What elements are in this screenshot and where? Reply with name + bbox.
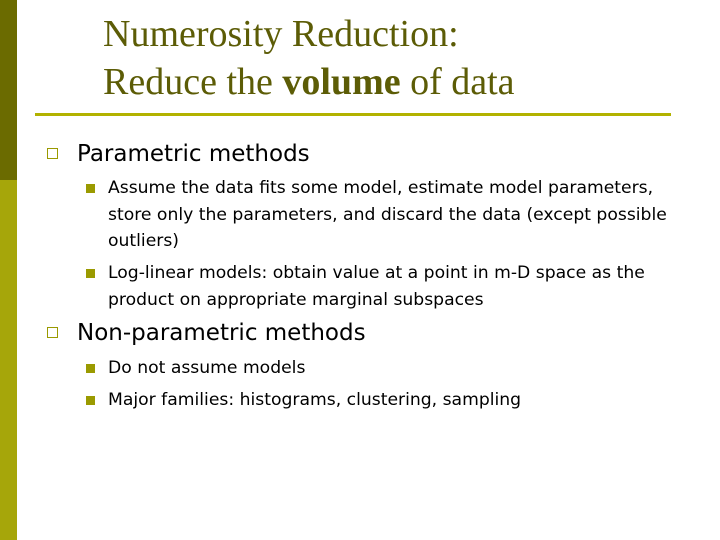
square-bullet-icon: [47, 327, 58, 338]
bullet-non-parametric: Non-parametric methods: [77, 320, 366, 346]
filled-square-bullet-icon: [86, 269, 95, 278]
sidebar-accent-bottom: [0, 180, 17, 540]
title-line-2: [103, 58, 703, 106]
bullet-parametric: Parametric methods: [77, 141, 310, 167]
sub-bullet-parametric-2: Log-linear models: obtain value at a point in m-D space as the product on appropriate marginal subspaces: [108, 263, 645, 310]
filled-square-bullet-icon: [86, 364, 95, 373]
title-suffix: of data: [400, 61, 515, 103]
sub-bullet-parametric-1: Assume the data fits some model, estimate model parameters, store only the parameters, and discard the data (except possible outliers): [108, 178, 667, 251]
title-underline: [35, 113, 671, 116]
title-prefix: Reduce the: [103, 61, 283, 103]
title-emphasis: volume: [282, 61, 401, 103]
sidebar-accent-top: [0, 0, 17, 180]
sub-bullet-non-parametric-1: Do not assume models: [108, 358, 306, 378]
square-bullet-icon: [47, 148, 58, 159]
slide-title: [103, 10, 703, 106]
filled-square-bullet-icon: [86, 396, 95, 405]
filled-square-bullet-icon: [86, 184, 95, 193]
title-line-1: Numerosity Reduction:: [103, 13, 459, 55]
sub-bullet-non-parametric-2: Major families: histograms, clustering, sampling: [108, 390, 522, 410]
